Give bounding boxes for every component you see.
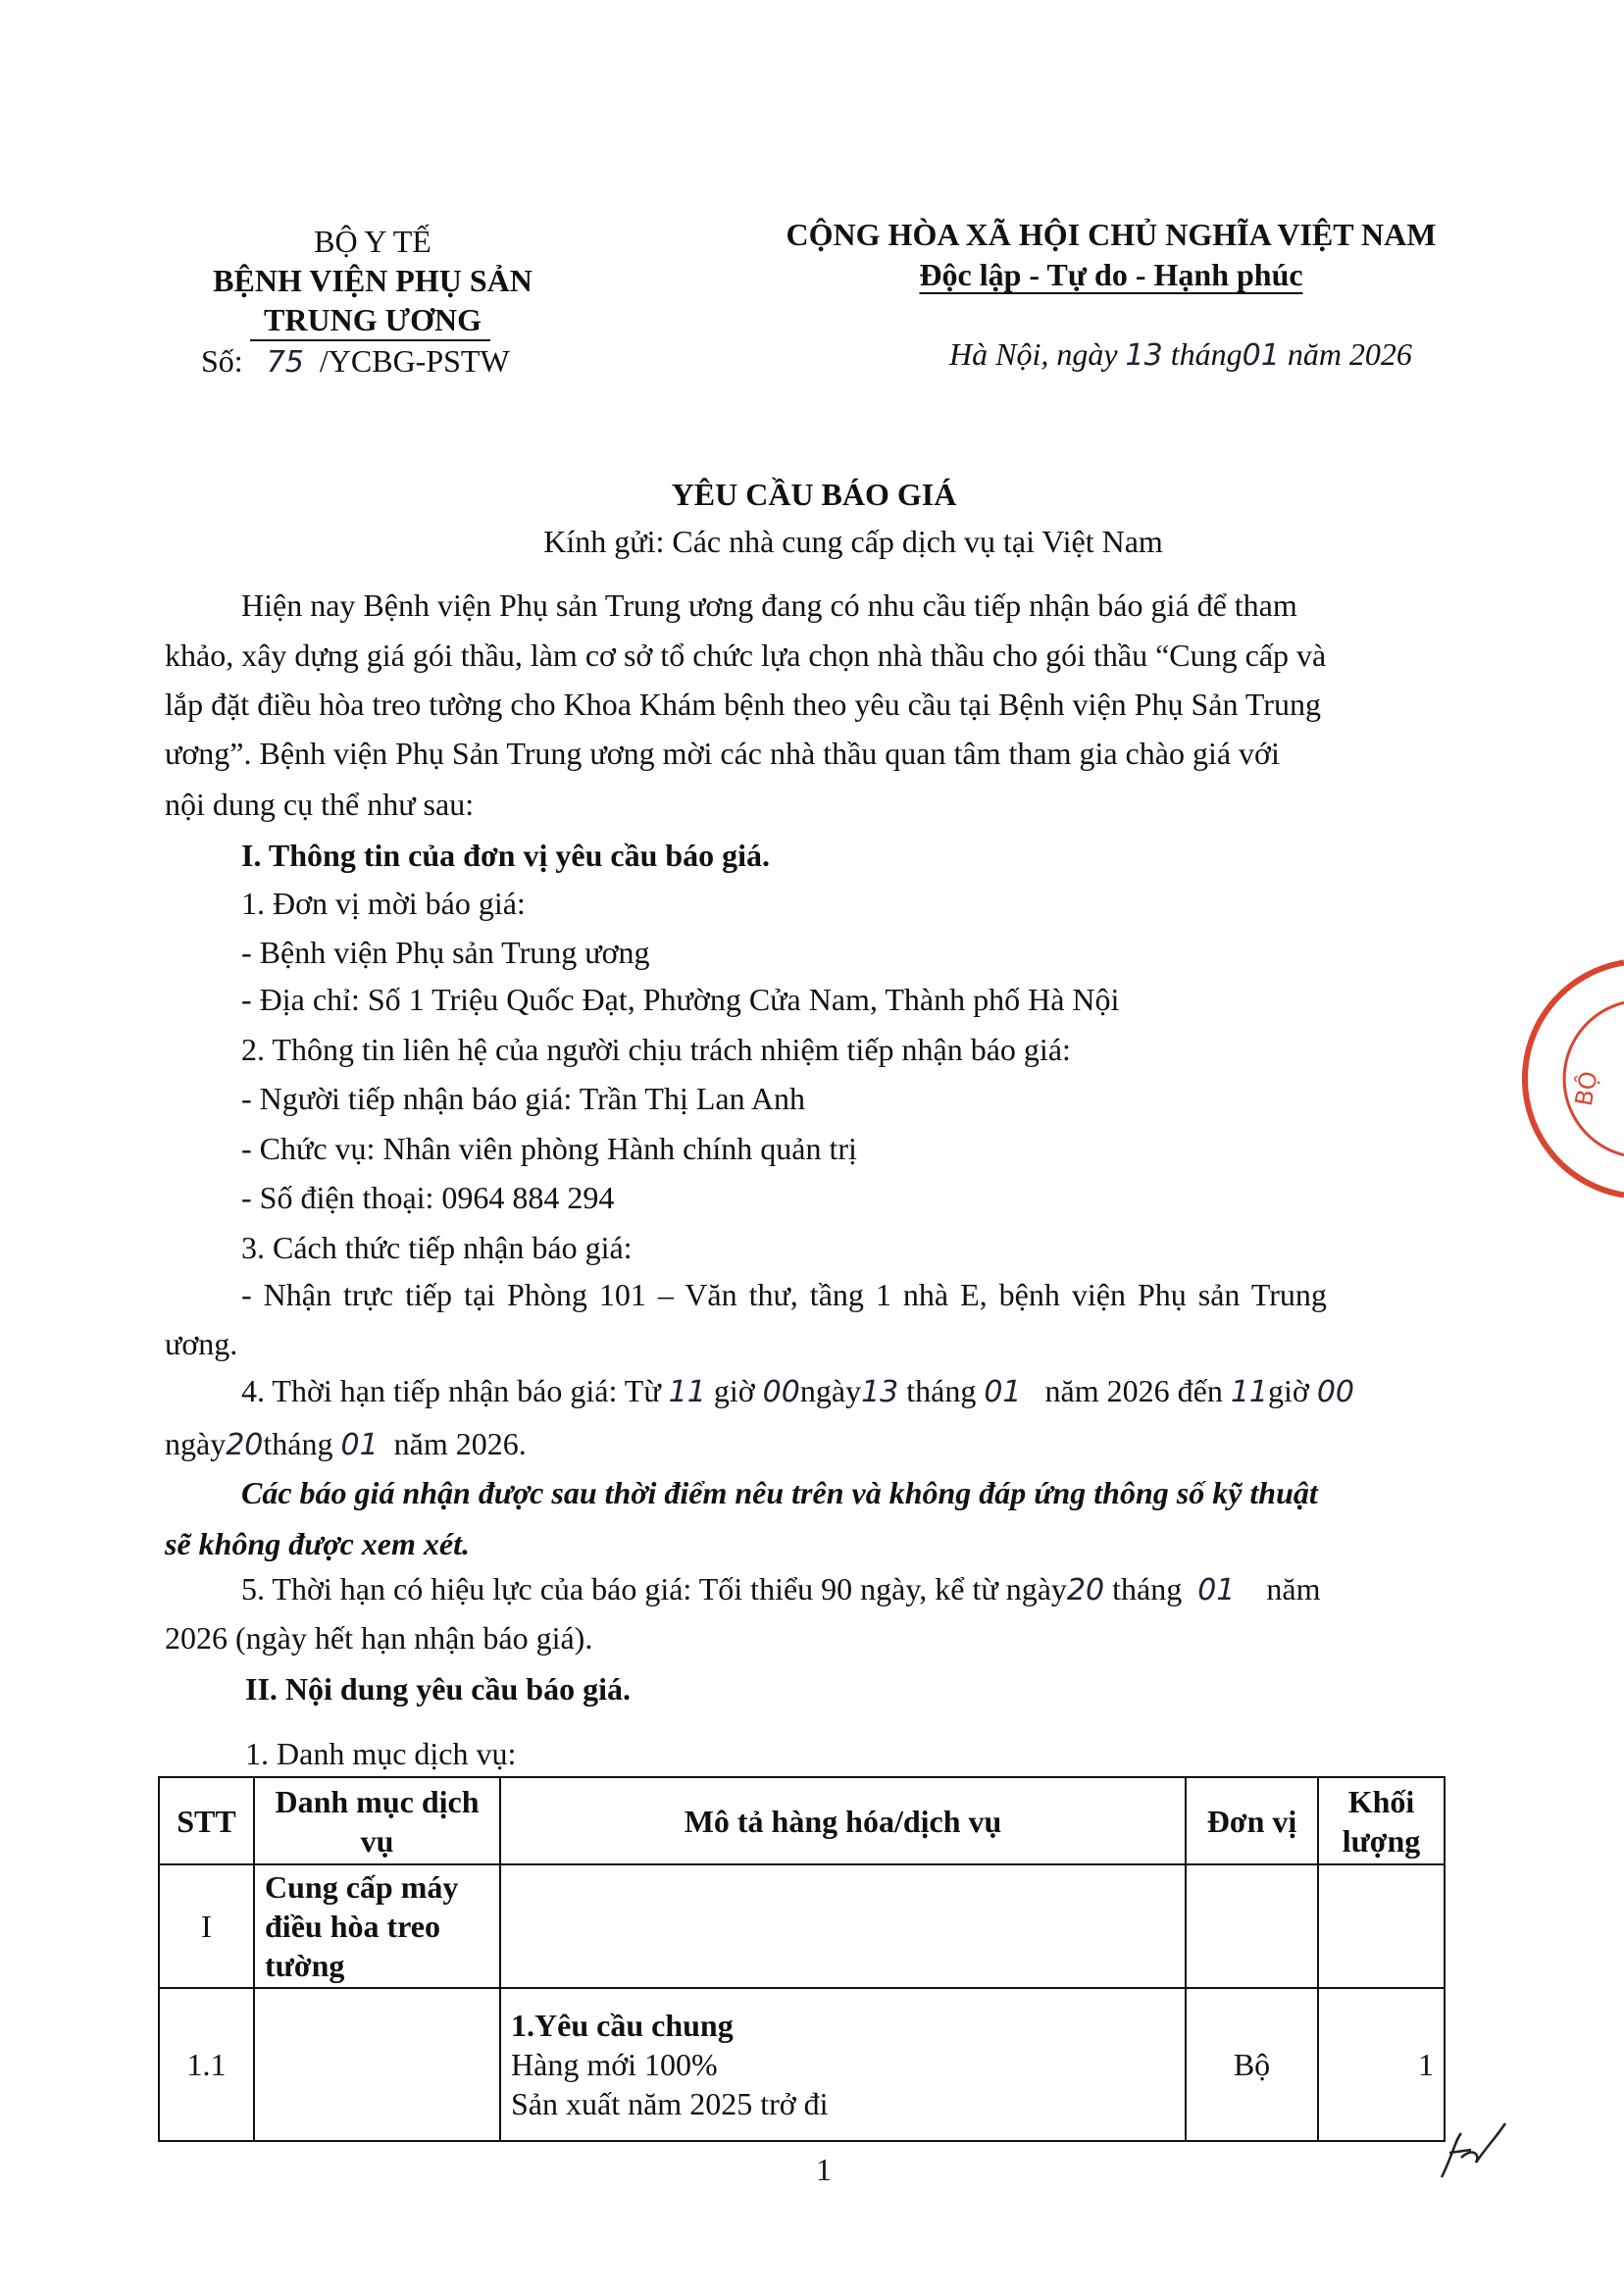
stamp-icon: [1520, 956, 1624, 1201]
handwritten-month: 01: [984, 1375, 1022, 1409]
handwritten-month: 01: [340, 1428, 379, 1462]
text: giờ: [1268, 1373, 1309, 1408]
country-name: CỘNG HÒA XÃ HỘI CHỦ NGHĨA VIỆT NAM: [786, 217, 1437, 252]
handwritten-hour: 11: [1230, 1375, 1269, 1409]
section1-item: - Địa chỉ: Số 1 Triệu Quốc Đạt, Phường Cửa Nam, Thành phố Hà Nội: [241, 982, 1120, 1017]
handwritten-day: 20: [1066, 1573, 1105, 1607]
date-month-label: tháng: [1170, 336, 1243, 372]
header-quantity: Khối lượng: [1318, 1777, 1445, 1864]
header-description: Mô tả hàng hóa/dịch vụ: [500, 1777, 1186, 1864]
org-name-line2: TRUNG ƯƠNG: [264, 302, 482, 337]
document-title: YÊU CẦU BÁO GIÁ: [671, 477, 957, 512]
section1-item: - Nhận trực tiếp tại Phòng 101 – Văn thư, tầng 1 nhà E, bệnh viện Phụ sản Trung: [241, 1277, 1327, 1312]
initials-signature-icon: [1432, 2118, 1510, 2187]
text: năm: [1266, 1571, 1321, 1606]
text: ngày: [165, 1426, 227, 1461]
date-day: 13: [1125, 338, 1163, 373]
service-table: [158, 1776, 1446, 2142]
handwritten-month: 01: [1197, 1573, 1236, 1607]
description-line: Sản xuất năm 2025 trở đi: [511, 2086, 829, 2121]
handwritten-hour: 11: [668, 1375, 706, 1409]
section1-item: - Chức vụ: Nhân viên phòng Hành chính quản trị: [241, 1131, 857, 1166]
intro-line: lắp đặt điều hòa treo tường cho Khoa Khám bệnh theo yêu cầu tại Bệnh viện Phụ Sản Trung: [165, 687, 1321, 722]
header-stt: STT: [159, 1777, 254, 1864]
page-number: 1: [816, 2152, 832, 2187]
text: giờ: [713, 1373, 755, 1408]
intro-line: nội dung cụ thể như sau:: [165, 787, 475, 822]
text: tháng: [906, 1373, 977, 1408]
section1-heading: I. Thông tin của đơn vị yêu cầu báo giá.: [241, 838, 771, 873]
section1-item: 2. Thông tin liên hệ của người chịu trách nhiệm tiếp nhận báo giá:: [241, 1032, 1071, 1067]
cell-quantity: [1318, 1864, 1445, 1988]
cell-category: Cung cấp máy điều hòa treo tường: [254, 1864, 500, 1988]
handwritten-day: 13: [861, 1375, 899, 1409]
handwritten-minute: 00: [1316, 1375, 1355, 1409]
text: tháng: [1112, 1571, 1183, 1606]
text: 5. Thời hạn có hiệu lực của báo giá: Tối thiểu 90 ngày, kể từ ngày: [241, 1571, 1067, 1606]
validity-line1: [241, 1569, 1320, 1610]
motto-text: Độc lập - Tự do - Hạnh phúc: [919, 257, 1303, 292]
warning-line2: sẽ không được xem xét.: [165, 1526, 470, 1561]
number-suffix: /YCBG-PSTW: [319, 343, 510, 379]
handwritten-minute: 00: [762, 1375, 800, 1409]
text: năm 2026.: [393, 1426, 527, 1461]
table-header-row: [159, 1777, 1445, 1864]
section2-subheading: 1. Danh mục dịch vụ:: [245, 1736, 517, 1771]
cell-stt: 1.1: [159, 1988, 254, 2141]
text: tháng: [263, 1426, 333, 1461]
validity-line2: 2026 (ngày hết hạn nhận báo giá).: [165, 1620, 593, 1656]
cell-description: [500, 1988, 1186, 2141]
deadline-line1: [241, 1371, 1354, 1412]
description-title: 1.Yêu cầu chung: [511, 2008, 734, 2043]
cell-quantity: 1: [1318, 1988, 1445, 2141]
section2-heading: II. Nội dung yêu cầu báo giá.: [245, 1671, 631, 1707]
intro-line: Hiện nay Bệnh viện Phụ sản Trung ương đang có nhu cầu tiếp nhận báo giá để tham: [241, 587, 1297, 623]
cell-description: [500, 1864, 1186, 1988]
date-year: năm 2026: [1287, 336, 1412, 372]
cell-unit: [1186, 1864, 1318, 1988]
table-row: [159, 1988, 1445, 2141]
cell-unit: Bộ: [1186, 1988, 1318, 2141]
ministry-name: BỘ Y TẾ: [314, 224, 431, 259]
text: ngày: [799, 1373, 862, 1408]
text: năm 2026 đến: [1044, 1373, 1223, 1408]
header-category: Danh mục dịch vụ: [254, 1777, 500, 1864]
document-date: [949, 334, 1412, 376]
section1-item: - Số điện thoại: 0964 884 294: [241, 1180, 615, 1215]
number-label: Số:: [201, 343, 243, 379]
org-name-line1: BỆNH VIỆN PHỤ SẢN: [213, 263, 533, 298]
document-number: [201, 341, 510, 382]
motto: [919, 255, 1302, 294]
intro-line: ương”. Bệnh viện Phụ Sản Trung ương mời các nhà thầu quan tâm tham gia chào giá với: [165, 736, 1280, 771]
section1-item: ương.: [165, 1326, 238, 1361]
date-month: 01: [1242, 338, 1280, 373]
cell-stt: I: [159, 1864, 254, 1988]
text: 4. Thời hạn tiếp nhận báo giá: Từ: [241, 1373, 661, 1408]
deadline-line2: [165, 1424, 527, 1465]
warning-line1: Các báo giá nhận được sau thời điểm nêu trên và không đáp ứng thông số kỹ thuật: [241, 1475, 1318, 1510]
date-prefix: Hà Nội, ngày: [949, 336, 1118, 372]
recipient: Kính gửi: Các nhà cung cấp dịch vụ tại Việt Nam: [543, 524, 1163, 559]
section1-item: - Người tiếp nhận báo giá: Trần Thị Lan Anh: [241, 1081, 805, 1116]
intro-line: khảo, xây dựng giá gói thầu, làm cơ sở tổ chức lựa chọn nhà thầu cho gói thầu “Cung cấp và: [165, 637, 1327, 673]
header-unit: Đơn vị: [1186, 1777, 1318, 1864]
description-line: Hàng mới 100%: [511, 2047, 718, 2082]
section1-item: 3. Cách thức tiếp nhận báo giá:: [241, 1230, 633, 1265]
cell-category: [254, 1988, 500, 2141]
section1-item: 1. Đơn vị mời báo giá:: [241, 886, 526, 921]
number-handwritten: 75: [266, 345, 304, 380]
stamp-text: BỘ: [1569, 1069, 1603, 1108]
section1-item: - Bệnh viện Phụ sản Trung ương: [241, 935, 650, 970]
table-row: [159, 1864, 1445, 1988]
handwritten-day: 20: [226, 1428, 264, 1462]
